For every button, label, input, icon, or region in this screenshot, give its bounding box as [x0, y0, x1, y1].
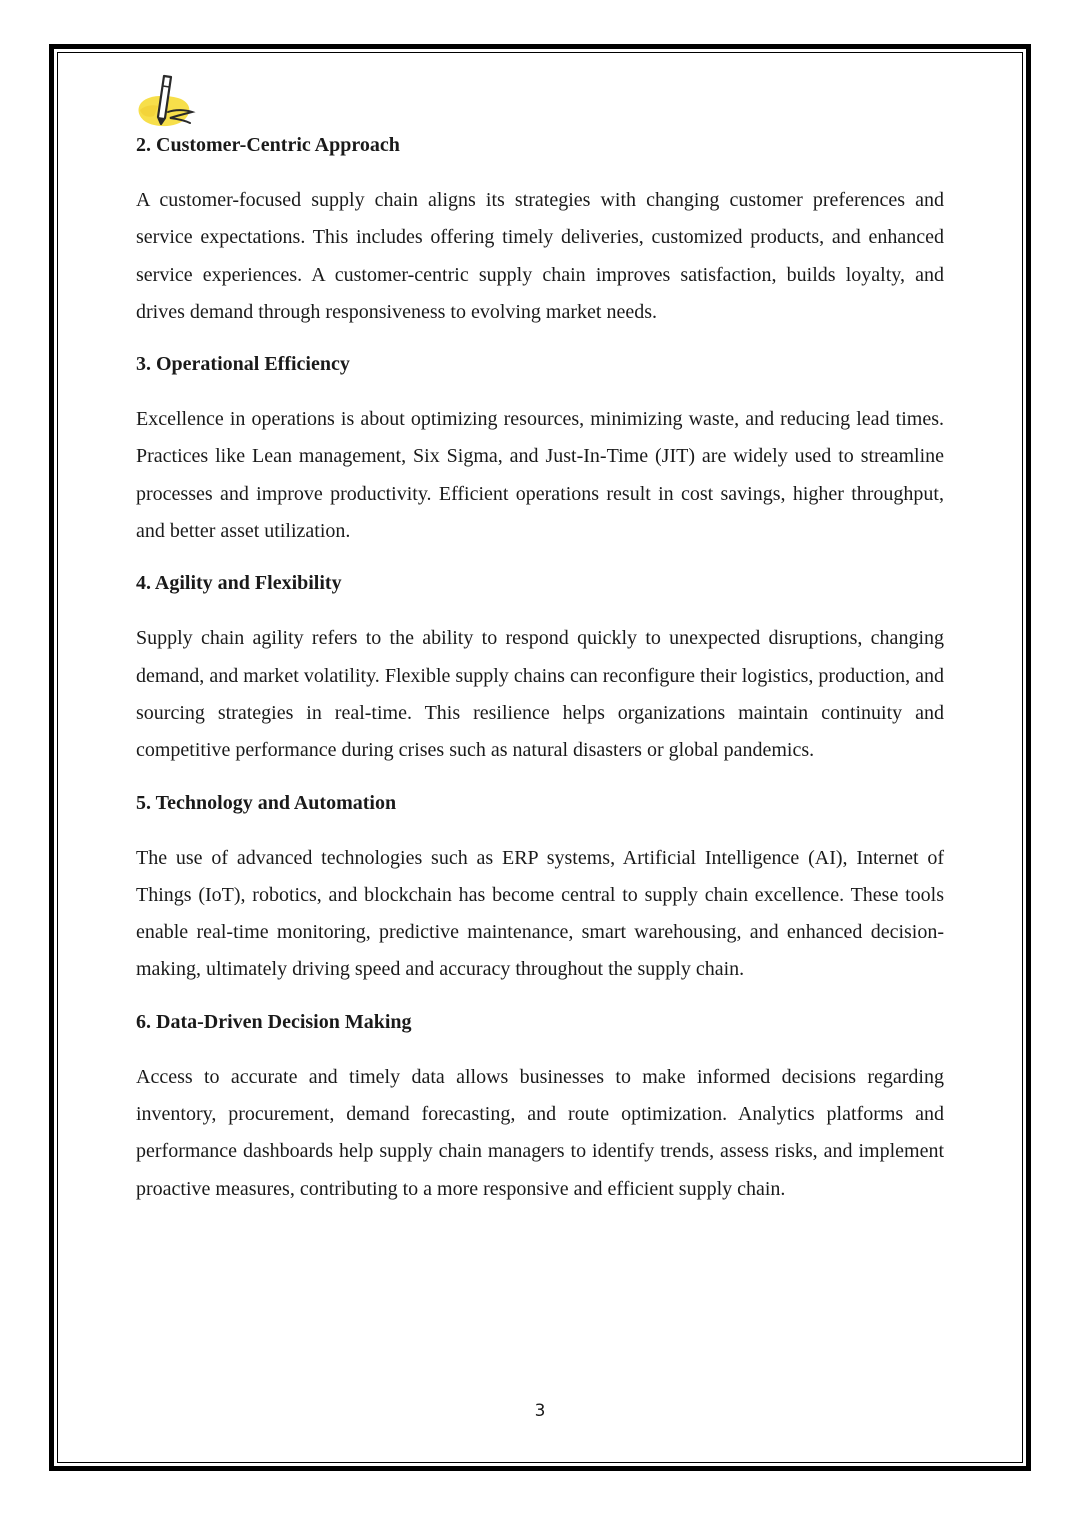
section-heading: 6. Data-Driven Decision Making: [136, 1010, 412, 1033]
section-heading: 2. Customer-Centric Approach: [136, 134, 400, 156]
section-paragraph: The use of advanced technologies such as ERP systems, Artificial Intelligence (AI), Internet of Things (IoT), robotics, and blockchain has become central to supply chain excellence. These tools enable real-time monitoring, predictive maintenance, smart warehousing, and enhanced decision-making, ultimately driving speed and accuracy throughout the supply chain.: [136, 846, 944, 981]
section-heading: 5. Technology and Automation: [136, 791, 397, 814]
document-body: [136, 130, 944, 1226]
pen-writing-icon: [134, 72, 200, 132]
section-paragraph: A customer-focused supply chain aligns its strategies with changing customer preferences and service expectations. This includes offering timely deliveries, customized products, and enhanced service experiences. A customer-centric supply chain improves satisfaction, builds loyalty, and drives demand through responsiveness to evolving market needs.: [136, 189, 944, 323]
page-number: 3: [534, 1401, 546, 1421]
section-paragraph: Excellence in operations is about optimizing resources, minimizing waste, and reducing lead times. Practices like Lean management, Six Sigma, and Just-In-Time (JIT) are widely used to streamline processes and improve productivity. Efficient operations result in cost savings, higher throughput, and better asset utilization.: [136, 408, 944, 543]
section-paragraph: Access to accurate and timely data allows businesses to make informed decisions regarding inventory, procurement, demand forecasting, and route optimization. Analytics platforms and performance dashboards help supply chain managers to identify trends, assess risks, and implement proactive measures, contributing to a more responsive and efficient supply chain.: [136, 1065, 944, 1200]
section-heading: 4. Agility and Flexibility: [136, 572, 342, 595]
section-paragraph: Supply chain agility refers to the ability to respond quickly to unexpected disruptions, changing demand, and market volatility. Flexible supply chains can reconfigure their logistics, production, and sourcing strategies in real-time. This resilience helps organizations maintain continuity and competitive performance during crises such as natural disasters or global pandemics.: [136, 627, 944, 762]
section-heading: 3. Operational Efficiency: [136, 353, 350, 376]
